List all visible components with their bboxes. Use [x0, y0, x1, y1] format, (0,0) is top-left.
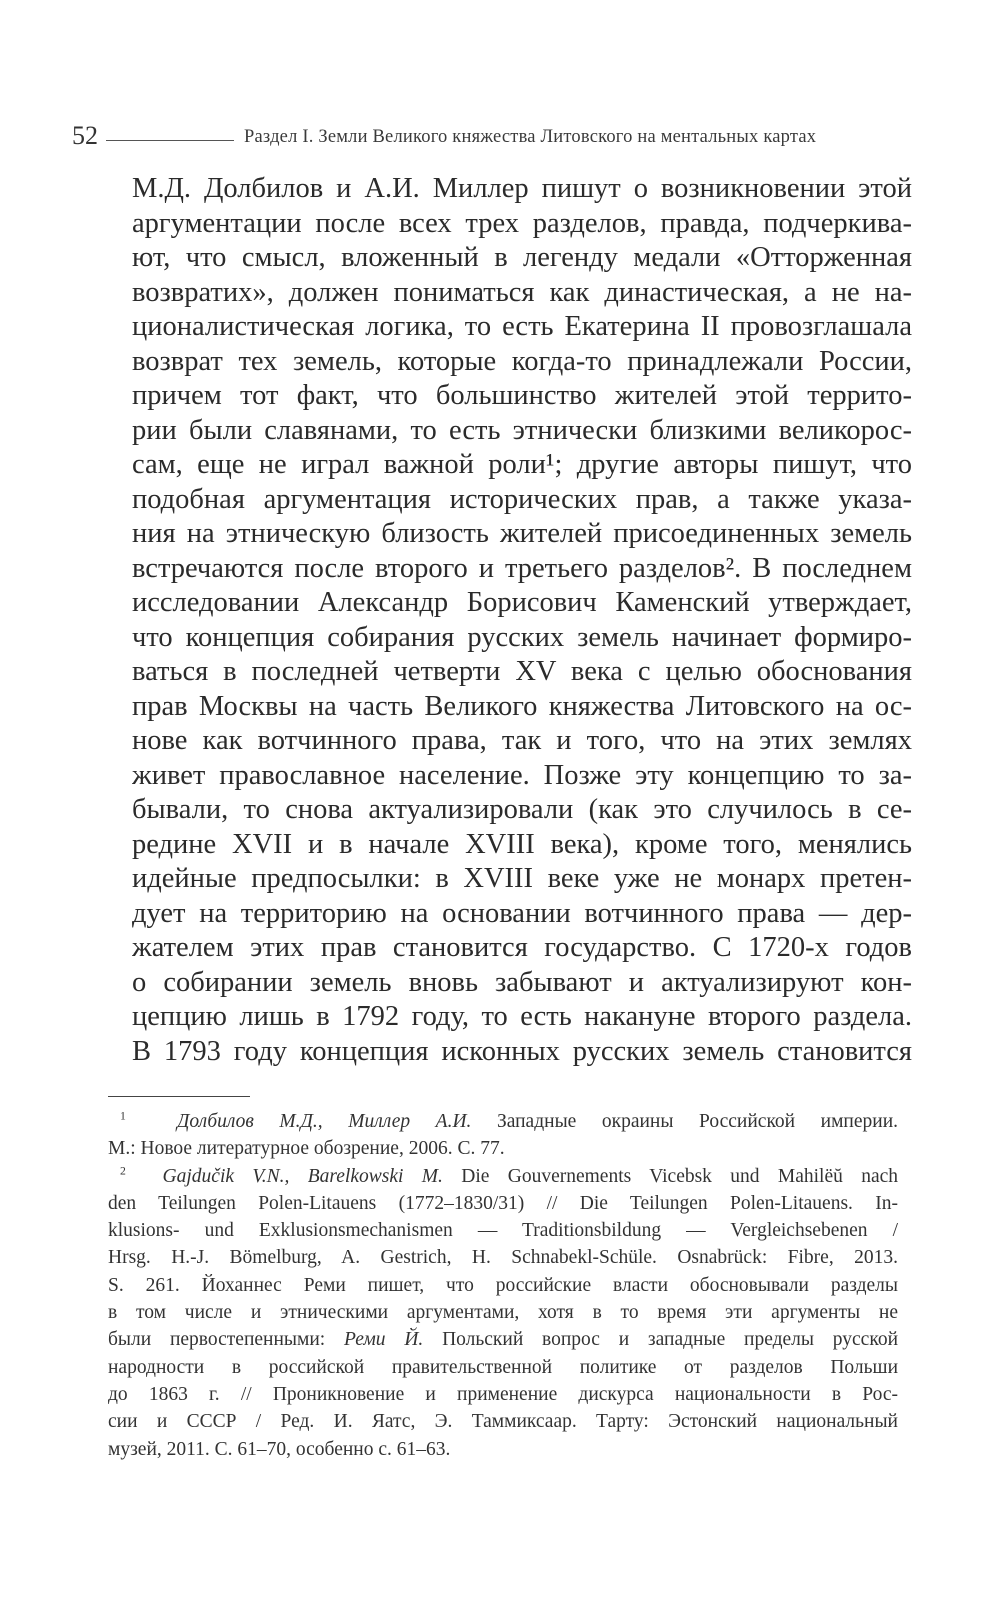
- text-line: причем тот факт, что большинство жителей этой террито-: [132, 380, 912, 411]
- text-line: редине XVII и в начале XVIII века), кроме того, менялись: [132, 828, 912, 860]
- text-line: исследовании Александр Борисович Каменский утверждает,: [132, 587, 912, 618]
- text-line: жателем этих прав становится государство. С 1720-х годов: [132, 932, 912, 963]
- footnote-2-line: народности в российской правительственной политике от разделов Польши: [108, 1356, 898, 1378]
- footnote-2-line: в том числе и этническими аргументами, хотя в то время эти аргументы не: [108, 1302, 898, 1324]
- text-line: ния на этническую близость жителей присоединенных земель: [132, 518, 912, 549]
- text-line: нове как вотчинного права, так и того, что на этих землях: [132, 725, 912, 756]
- text-line: возвратих», должен пониматься как династическая, а не на-: [132, 276, 912, 308]
- text-line: прав Москвы на часть Великого княжества Литовского на ос-: [132, 690, 912, 722]
- footnote-1-line: М.: Новое литературное обозрение, 2006. С. 77.: [108, 1138, 505, 1160]
- text-line: подобная аргументация исторических прав, а также указа-: [132, 483, 912, 515]
- text-line: идейные предпосылки: в XVIII веке уже не монарх претен-: [132, 863, 912, 894]
- footnote-2-line: [108, 1326, 898, 1353]
- text-line: сам, еще не играл важной роли¹; другие авторы пишут, что: [132, 449, 912, 480]
- text-line: рии были славянами, то есть этнически близкими великорос-: [132, 414, 912, 446]
- footnote-1-text: Западные окраины Российской империи.: [496, 1111, 898, 1132]
- footnote-2-line: Hrsg. H.-J. Bömelburg, A. Gestrich, H. Schnabekl-Schüle. Osnabrück: Fibre, 2013.: [108, 1247, 898, 1269]
- text-line: живет православное население. Позже эту концепцию то за-: [132, 759, 912, 791]
- text-line: встречаются после второго и третьего разделов². В последнем: [132, 552, 912, 584]
- text-line: возврат тех земель, которые когда-то принадлежали России,: [132, 345, 912, 377]
- text-line: что концепция собирания русских земель начинает формиро-: [132, 621, 912, 653]
- footnote-2-remi-pre: были первостепенными:: [108, 1329, 326, 1351]
- text-line: цепцию лишь в 1792 году, то есть накануне второго раздела.: [132, 1001, 912, 1032]
- main-text: [132, 172, 912, 1069]
- footnote-2-text: Die Gouvernements Vicebsk und Mahilëŭ nach: [461, 1165, 898, 1187]
- text-line: ют, что смысл, вложенный в легенду медали «Отторженная: [132, 242, 912, 273]
- text-line: аргументации после всех трех разделов, правда, подчеркива-: [132, 207, 912, 239]
- footnote-2-remi-author: Реми Й.: [343, 1329, 424, 1351]
- footnote-1-line: [108, 1108, 898, 1135]
- footnote-2-line: [108, 1163, 898, 1190]
- running-header: [72, 113, 912, 149]
- footnote-2-line: S. 261. Йоханнес Реми пишет, что российские власти обосновывали разделы: [108, 1274, 898, 1296]
- text-line: дует на территорию на основании вотчинного права — дер-: [132, 897, 912, 929]
- running-title: Раздел I. Земли Великого княжества Литовского на ментальных картах: [244, 126, 817, 147]
- footnote-1-mark: 1: [120, 1109, 126, 1123]
- footnote-2-line: сии и СССР / Ред. И. Яатс, Э. Таммиксаар. Тарту: Эстонский национальный: [108, 1411, 898, 1433]
- footnote-2-authors: Gajdučik V.N., Barelkowski M.: [162, 1165, 443, 1187]
- footnote-2-remi-post: Польский вопрос и западные пределы русской: [442, 1329, 898, 1351]
- footnote-rule: [108, 1096, 250, 1097]
- text-line: М.Д. Долбилов и А.И. Миллер пишут о возникновении этой: [132, 173, 912, 204]
- footnote-2-line: музей, 2011. С. 61–70, особенно с. 61–63.: [108, 1438, 451, 1460]
- footnote-2-mark: 2: [120, 1164, 126, 1178]
- text-line: о собирании земель вновь забывают и актуализируют кон-: [132, 966, 912, 998]
- header-rule: [106, 140, 234, 141]
- footnote-2-line: до 1863 г. // Проникновение и применение дискурса национальности в Рос-: [108, 1383, 898, 1405]
- text-line: бывали, то снова актуализировали (как это случилось в се-: [132, 794, 912, 825]
- text-line: ваться в последней четверти XV века с целью обоснования: [132, 656, 912, 687]
- footnote-2-line: klusions- und Exklusionsmechanismen — Traditionsbildung — Vergleichsebenen /: [108, 1220, 898, 1242]
- text-line: ционалистическая логика, то есть Екатерина II провозглашала: [132, 311, 912, 342]
- page-number: 52: [72, 121, 98, 150]
- footnotes: [108, 1108, 898, 1463]
- text-line: В 1793 году концепция исконных русских земель становится: [132, 1035, 912, 1067]
- footnote-1-authors: Долбилов М.Д., Миллер А.И.: [176, 1111, 472, 1132]
- footnote-2-line: den Teilungen Polen-Litauens (1772–1830/31) // Die Teilungen Polen-Litauens. In-: [108, 1192, 898, 1214]
